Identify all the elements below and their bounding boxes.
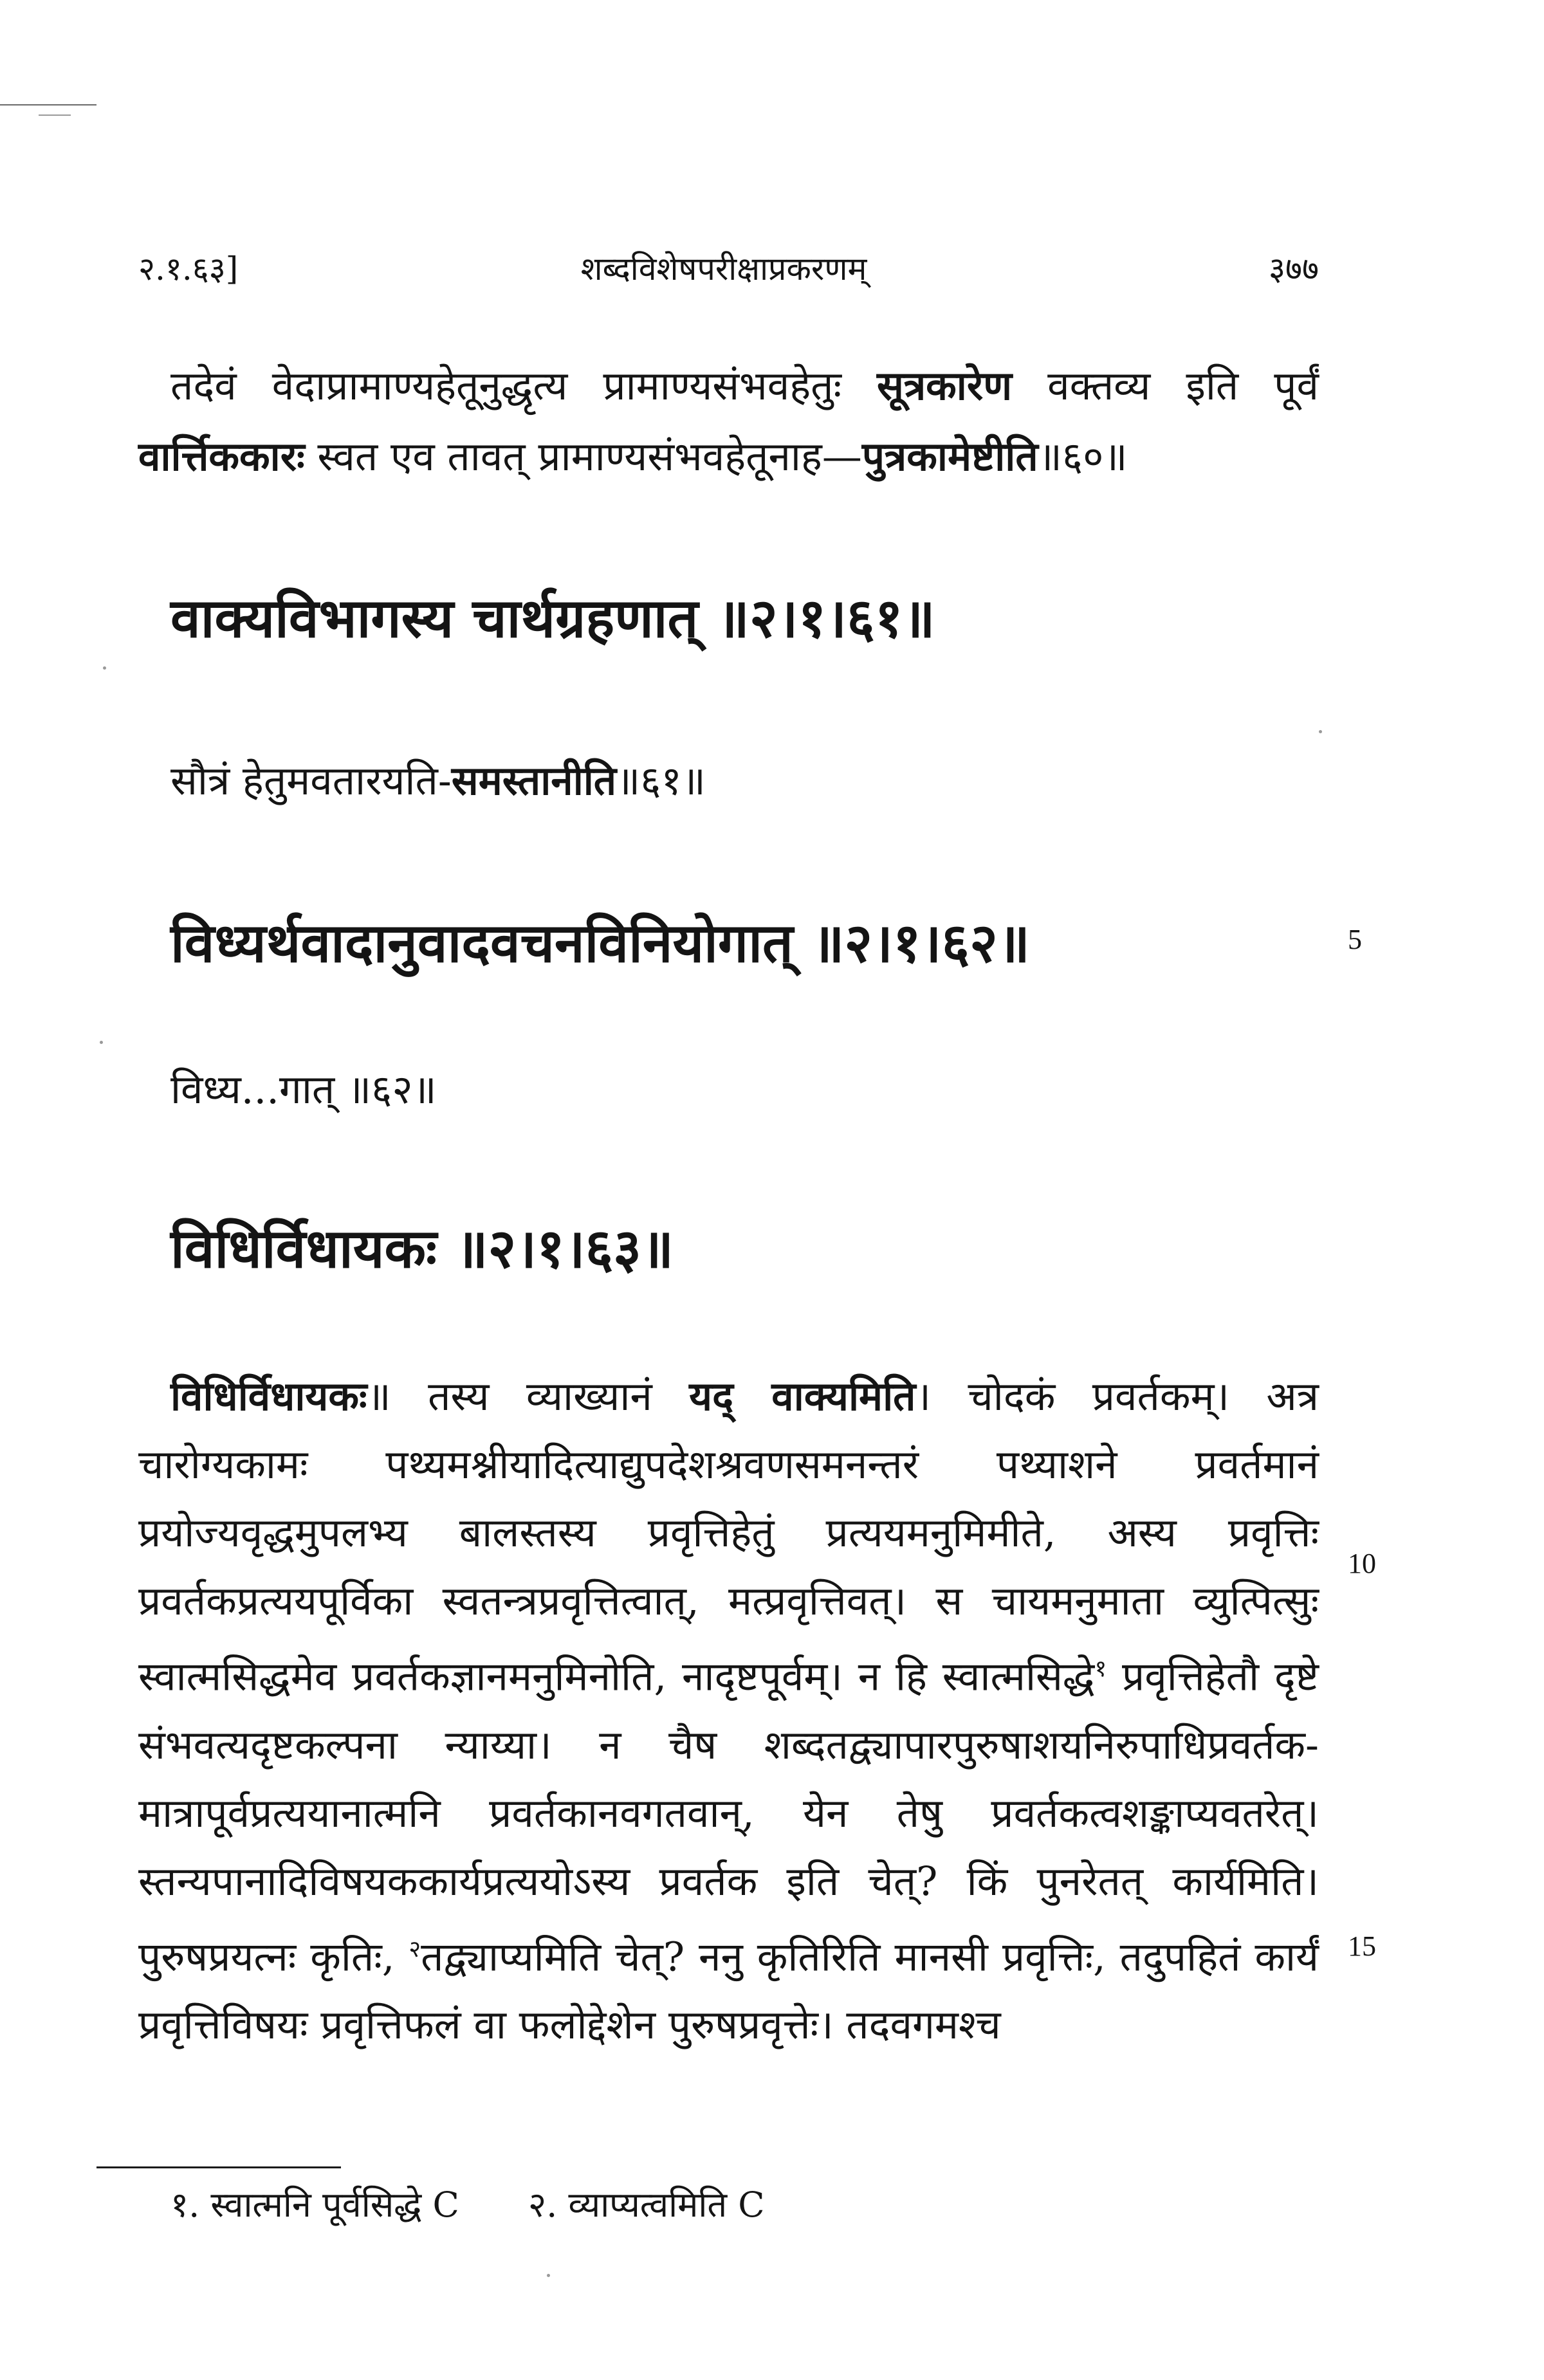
text: स्वत एव तावत् प्रामाण्यसंभवहेतूनाह— <box>304 433 862 480</box>
sutra-61: वाक्यविभागस्य चार्थग्रहणात् ॥२।१।६१॥ <box>170 586 935 650</box>
bold-term: वार्त्तिककारः <box>138 433 305 480</box>
footnote: १. स्वात्मनि पूर्वसिद्धे C <box>170 2184 459 2225</box>
bold-term: सूत्रकारेण <box>877 362 1013 409</box>
text: सौत्रं हेतुमवतारयति- <box>170 757 452 804</box>
sutra-63: विधिर्विधायकः ॥२।१।६३॥ <box>170 1216 674 1280</box>
line-number: 5 <box>1348 924 1362 955</box>
footnote-marker: २ <box>409 1936 421 1963</box>
text: ॥ तस्य व्याख्यानं <box>367 1373 690 1420</box>
running-header <box>0 246 1544 297</box>
line-number: 15 <box>1348 1930 1376 1962</box>
scan-edge-mark <box>39 114 71 116</box>
footnote: २. व्याप्यत्वमिति C <box>528 2184 765 2225</box>
line-number: 10 <box>1348 1548 1376 1579</box>
gloss-61 <box>170 753 706 807</box>
footnote-marker: १ <box>1094 1656 1107 1682</box>
text: । चोदकं प्रवर्तकम्। अत्र चारोग्यकामः पथ्यमश्नीयादित्याद्युपदेशश्रवणसमनन्तरं पथ्याशने प्रवर्तमानं प्रयोज्यवृद्धमुपलभ्य बालस्तस्य प्रवृत्तिहेतुं प्रत्ययमनुमिमीते, अस्य प्रवृत्तिः प्रवर्तकप्रत्ययपूर्विका स्वतन्त्रप्रवृत्तित्वात्, मत्प्रवृत्तिवत्। स चायमनुमाता व्युत्पित्सुः स्वात्मसिद्धमेव प्रवर्तकज्ञानमनुमिनोति, नादृष्टपूर्वम्। न हि स्वात्मसिद्धे <box>138 1373 1319 1700</box>
running-title: शब्दविशेषपरीक्षाप्रकरणम् <box>580 250 867 288</box>
text: प्रवृत्तिहेतौ दृष्टे संभवत्यदृष्टकल्पना न्याय्या। न चैष शब्दतद्व्यापारपुरुषाशयनिरुपाधिप्रवर्तक-मात्रापूर्वप्रत्ययानात्मनि प्रवर्तकानवगतवान्, येन तेषु प्रवर्तकत्वशङ्काप्यवतरेत्। स्तन्यपानादिविषयककार्यप्रत्ययोऽस्य प्रवर्तक इति चेत्? किं पुनरेतत् कार्यमिति। पुरुषप्रयत्नः कृतिः, <box>138 1652 1319 1981</box>
sutra-62: विध्यर्थवादानुवादवचनविनियोगात् ॥२।१।६२॥ <box>170 911 1031 975</box>
commentary-paragraph-60 <box>138 351 1319 492</box>
scan-edge-mark <box>0 104 96 105</box>
scan-speck <box>1319 730 1322 733</box>
scan-speck <box>100 1041 103 1044</box>
scan-speck <box>103 666 106 670</box>
page-number: ३७७ <box>1269 250 1319 288</box>
bold-term: यद् वाक्यमिति <box>689 1373 916 1420</box>
bold-term: समस्तानीति <box>451 757 617 804</box>
text: तद्व्याप्यमिति चेत्? ननु कृतिरिति मानसी प्रवृत्तिः, तदुपहितं कार्यं प्रवृत्तिविषयः प्रवृत्तिफलं वा फलोद्देशेन पुरुषप्रवृत्तेः। तदवगमश्च <box>138 1933 1319 2049</box>
verse-number: ॥६१॥ <box>616 757 706 804</box>
footnote-rule <box>96 2166 341 2168</box>
section-reference: २.१.६३] <box>138 250 239 288</box>
bold-term: विधिर्विधायकः <box>170 1373 367 1420</box>
text: तदेवं वेदाप्रामाण्यहेतूनुद्धृत्य प्रामाण्यसंभवहेतुः <box>170 362 878 409</box>
commentary-paragraph-63 <box>138 1362 1319 2059</box>
bold-term: पुत्रकामेष्टीति <box>861 433 1038 480</box>
footnotes <box>170 2179 823 2227</box>
gloss-62: विध्य...गात् ॥६२॥ <box>170 1066 437 1113</box>
text: वक्तव्य इति पूर्वं <box>1012 362 1319 409</box>
verse-number: ॥६०॥ <box>1038 433 1128 480</box>
scan-speck <box>547 2274 550 2277</box>
